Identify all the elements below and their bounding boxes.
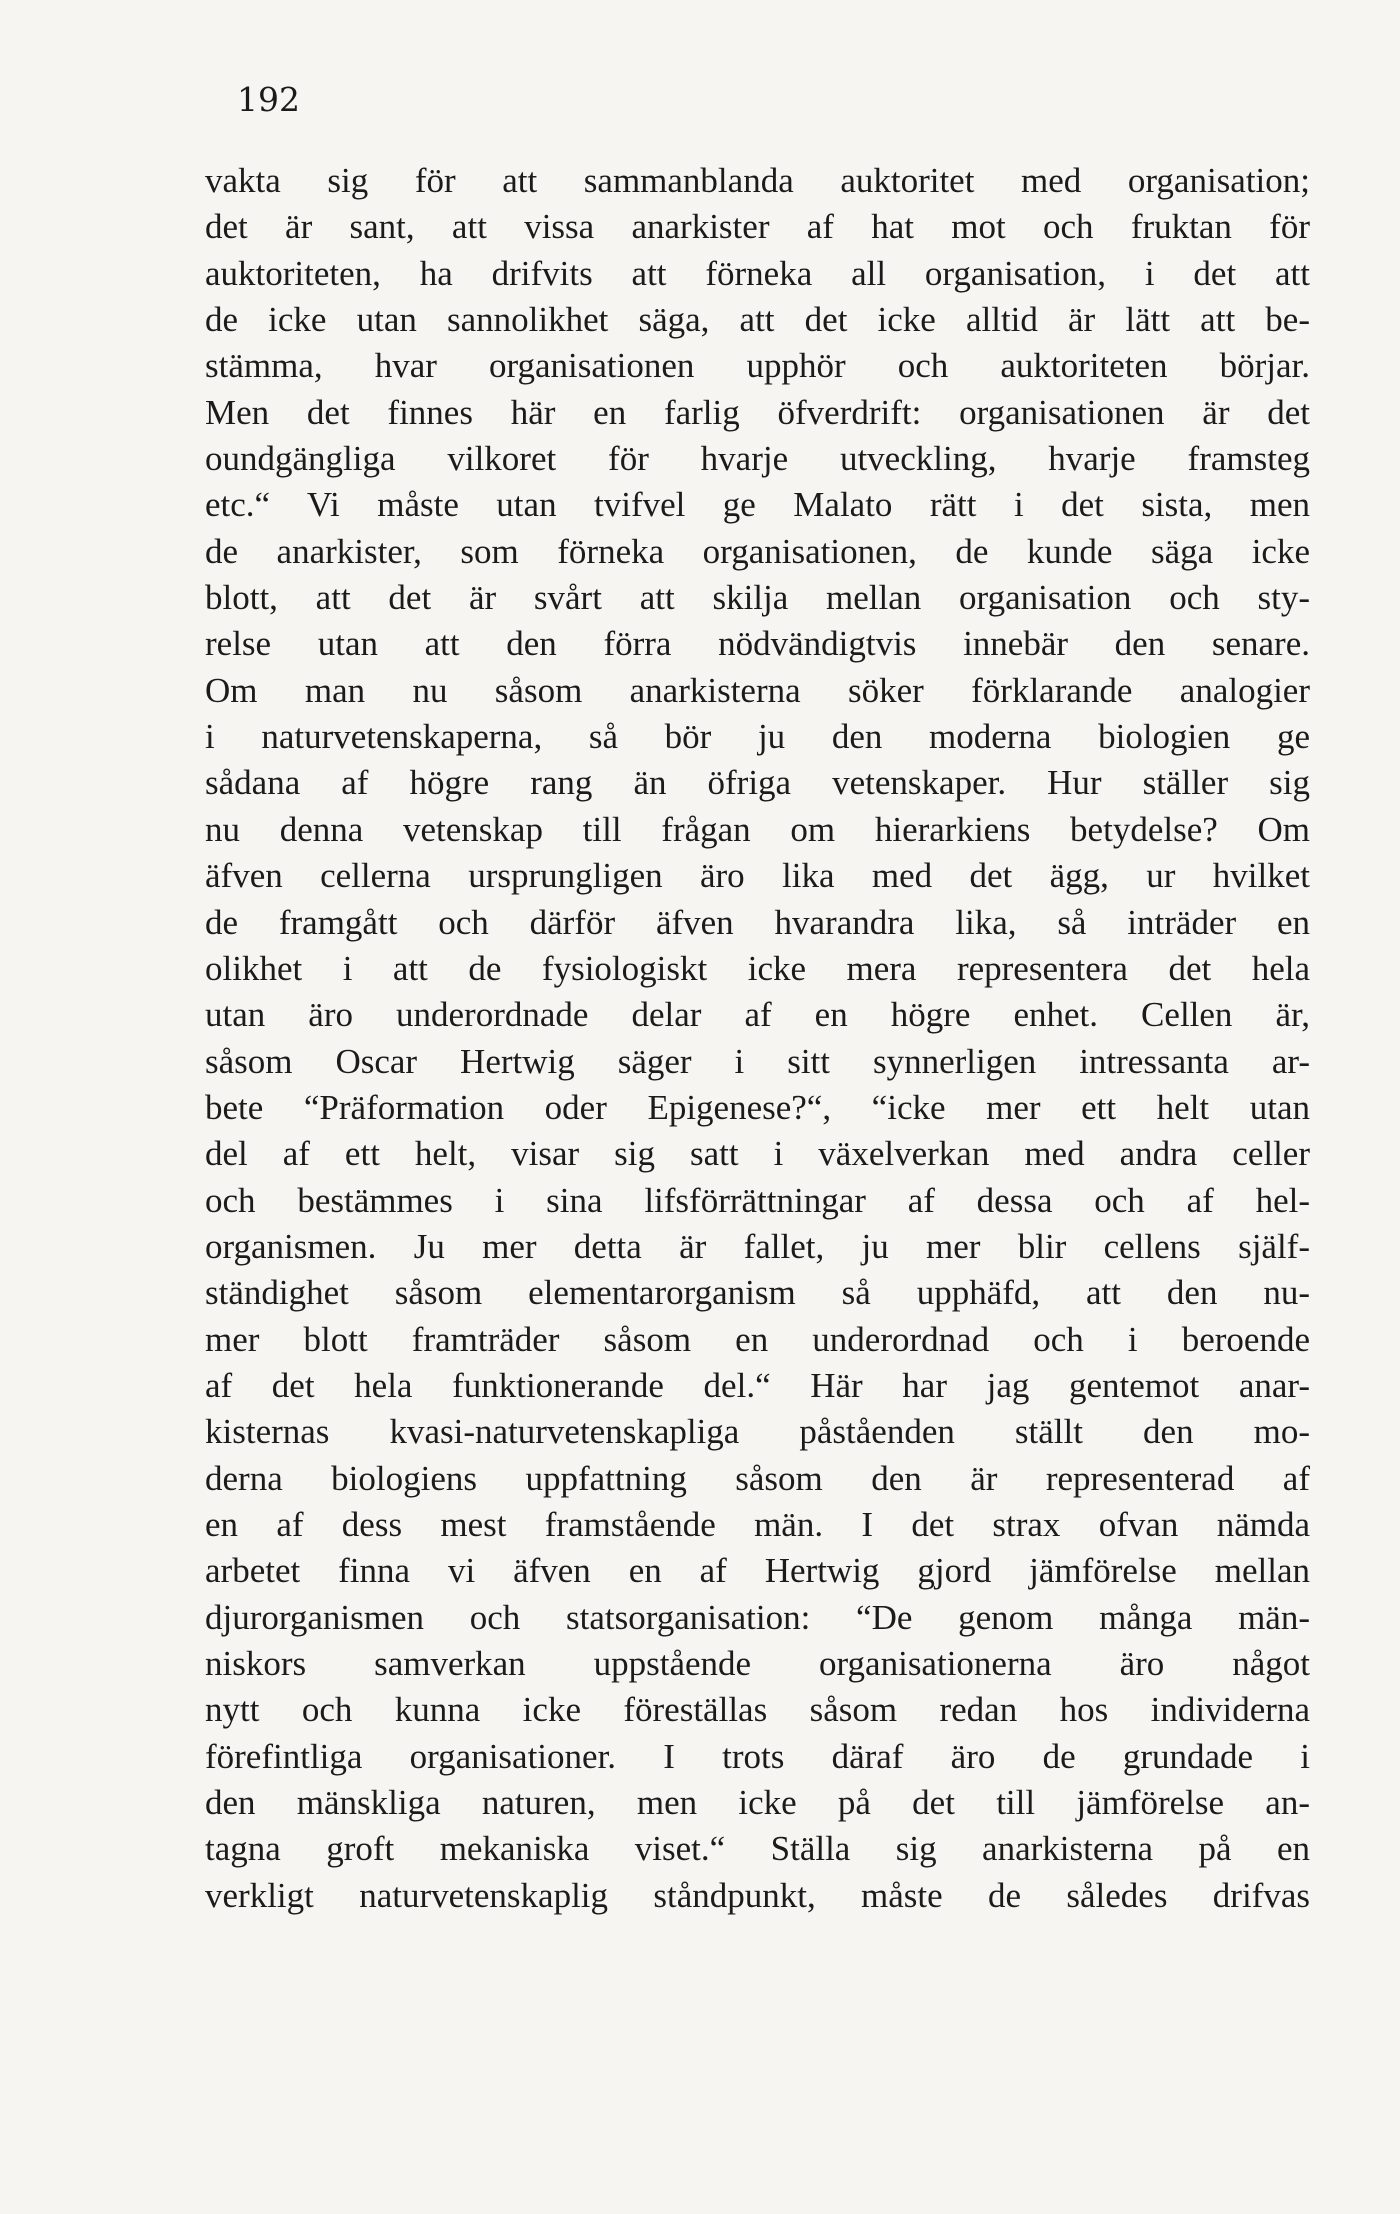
text-line: Om man nu såsom anarkisterna söker förklarande analogier — [205, 670, 1310, 710]
text-line: del af ett helt, visar sig satt i växelverkan med andra celler — [205, 1134, 1310, 1174]
text-line: utan äro underordnade delar af en högre enhet. Cellen är, — [205, 995, 1310, 1035]
text-line: arbetet finna vi äfven en af Hertwig gjord jämförelse mellan — [205, 1551, 1310, 1591]
text-line: derna biologiens uppfattning såsom den är representerad af — [205, 1458, 1310, 1498]
text-line: blott, att det är svårt att skilja mellan organisation och sty- — [205, 578, 1310, 618]
text-line: och bestämmes i sina lifsförrättningar af dessa och af hel- — [205, 1180, 1310, 1220]
text-line: de anarkister, som förneka organisationen, de kunde säga icke — [205, 531, 1310, 571]
text-line: nu denna vetenskap till frågan om hierarkiens betydelse? Om — [205, 809, 1310, 849]
text-line: vakta sig för att sammanblanda auktoritet med organisation; — [205, 161, 1310, 200]
text-line: mer blott framträder såsom en underordnad och i beroende — [205, 1319, 1310, 1359]
text-line: äfven cellerna ursprungligen äro lika med det ägg, ur hvilket — [205, 856, 1310, 896]
text-line: auktoriteten, ha drifvits att förneka all organisation, i det att — [205, 253, 1310, 293]
text-line: såsom Oscar Hertwig säger i sitt synnerligen intressanta ar- — [205, 1041, 1310, 1081]
text-line: bete “Präformation oder Epigenese?“, “icke mer ett helt utan — [205, 1087, 1310, 1127]
text-line: kisternas kvasi-naturvetenskapliga påståenden ställt den mo- — [205, 1412, 1310, 1452]
text-line: oundgängliga vilkoret för hvarje utveckling, hvarje framsteg — [205, 439, 1310, 479]
text-line: olikhet i att de fysiologiskt icke mera representera det hela — [205, 948, 1310, 988]
text-line: ständighet såsom elementarorganism så upphäfd, att den nu- — [205, 1273, 1310, 1313]
text-line: organismen. Ju mer detta är fallet, ju mer blir cellens själf- — [205, 1226, 1310, 1266]
text-line: niskors samverkan uppstående organisationerna äro något — [205, 1644, 1310, 1683]
text-line: verkligt naturvetenskaplig ståndpunkt, måste de således drifvas — [205, 1875, 1310, 1915]
text-line: en af dess mest framstående män. I det strax ofvan nämda — [205, 1504, 1310, 1544]
text-line: sådana af högre rang än öfriga vetenskaper. Hur ställer sig — [205, 763, 1310, 803]
text-line: det är sant, att vissa anarkister af hat mot och fruktan för — [205, 207, 1310, 247]
text-line: djurorganismen och statsorganisation: “De genom många män- — [205, 1597, 1310, 1637]
text-line: de framgått och därför äfven hvarandra lika, så inträder en — [205, 902, 1310, 942]
text-line: tagna groft mekaniska viset.“ Ställa sig anarkisterna på en — [205, 1829, 1310, 1869]
text-line: i naturvetenskaperna, så bör ju den moderna biologien ge — [205, 717, 1310, 757]
text-line: af det hela funktionerande del.“ Här har jag gentemot anar- — [205, 1365, 1310, 1405]
text-line: de icke utan sannolikhet säga, att det icke alltid är lätt att be- — [205, 300, 1310, 340]
page-number: 192 — [237, 80, 300, 119]
text-line: den mänskliga naturen, men icke på det till jämförelse an- — [205, 1783, 1310, 1823]
text-line: etc.“ Vi måste utan tvifvel ge Malato rätt i det sista, men — [205, 485, 1310, 525]
text-line: stämma, hvar organisationen upphör och auktoriteten börjar. — [205, 346, 1310, 386]
body-text — [205, 158, 1310, 1919]
text-line: relse utan att den förra nödvändigtvis innebär den senare. — [205, 624, 1310, 664]
text-line: Men det finnes här en farlig öfverdrift: organisationen är det — [205, 392, 1310, 432]
text-line: förefintliga organisationer. I trots däraf äro de grundade i — [205, 1736, 1310, 1776]
text-line: nytt och kunna icke föreställas såsom redan hos individerna — [205, 1690, 1310, 1730]
